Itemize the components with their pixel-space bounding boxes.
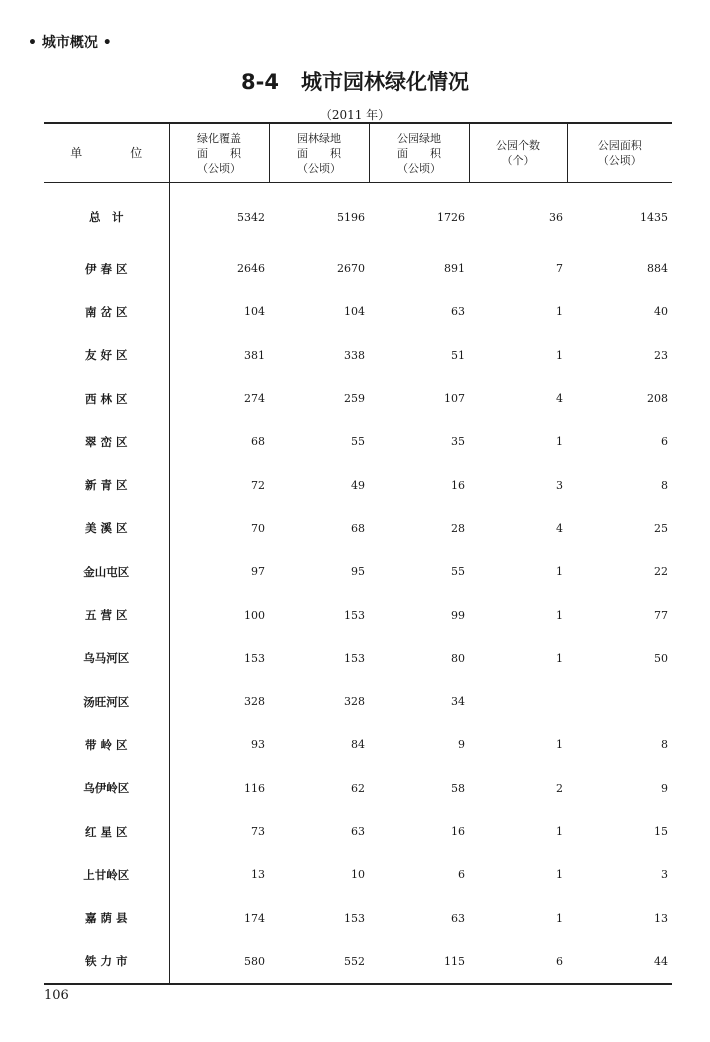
cell-value: 1	[556, 738, 563, 752]
cell-value: 84	[351, 738, 365, 752]
cell-value: 44	[654, 954, 668, 968]
cell-value: 16	[451, 478, 465, 492]
cell-value: 55	[351, 435, 365, 449]
table-year: （2011 年）	[319, 108, 391, 122]
cell-value: 115	[444, 954, 465, 968]
cell-value: 62	[351, 781, 365, 795]
cell-value: 55	[451, 565, 465, 579]
cell-value: 1	[556, 305, 563, 319]
cell-value: 1435	[640, 210, 668, 224]
cell-value: 15	[654, 825, 668, 838]
table-row	[44, 290, 672, 333]
cell-value: 8	[661, 738, 668, 752]
row-name: 嘉 荫 县	[44, 896, 169, 939]
cell-value: 63	[451, 911, 465, 925]
row-name: 带 岭 区	[44, 723, 169, 766]
cell-value: 63	[451, 305, 465, 319]
cell-value: 381	[244, 348, 265, 362]
cell-value: 9	[661, 781, 668, 795]
row-name: 汤旺河区	[44, 680, 169, 723]
cell-value: 34	[451, 695, 465, 709]
cell-value: 28	[451, 521, 465, 535]
table-row	[44, 550, 672, 593]
table-row	[44, 507, 672, 550]
section-tag: • 城市概况 •	[28, 35, 112, 51]
cell-value: 153	[344, 608, 365, 622]
cell-value: 1	[556, 868, 563, 882]
page-number: 106	[44, 988, 69, 1003]
cell-value: 5196	[337, 210, 365, 224]
cell-value: 25	[654, 521, 668, 535]
table-row	[44, 247, 672, 290]
table-header-row	[44, 123, 672, 183]
cell-value: 104	[244, 305, 265, 319]
cell-value: 77	[654, 608, 668, 622]
column-header-unit	[44, 123, 169, 183]
cell-value: 68	[351, 521, 365, 535]
cell-value: 93	[251, 738, 265, 752]
column-header-line: 公园个数	[496, 139, 540, 152]
row-name: 乌马河区	[44, 637, 169, 680]
table-row	[44, 896, 672, 939]
table-row	[44, 853, 672, 896]
cell-value: 35	[451, 435, 465, 449]
column-header-line: （公顷）	[297, 161, 341, 175]
cell-value: 36	[549, 210, 563, 224]
column-header-line: （公顷）	[597, 154, 642, 167]
cell-value: 72	[251, 478, 265, 492]
cell-value: 58	[451, 781, 465, 795]
cell-value: 1	[556, 825, 563, 838]
table-row	[44, 593, 672, 636]
cell-value: 4	[556, 521, 563, 535]
cell-value: 1	[556, 348, 563, 362]
column-header-4	[469, 123, 567, 183]
column-header-line: 绿化覆盖	[197, 131, 241, 145]
cell-value: 63	[351, 825, 365, 838]
cell-value: 104	[344, 305, 365, 319]
cell-value: 1	[556, 608, 563, 622]
cell-value: 5342	[237, 210, 265, 224]
cell-value: 100	[244, 608, 265, 622]
cell-value: 7	[556, 262, 563, 276]
column-header-line: 单 位	[70, 145, 161, 160]
table-row	[44, 420, 672, 463]
row-name: 金山屯区	[44, 550, 169, 593]
cell-value: 10	[351, 868, 365, 882]
column-header-line: 面 积	[197, 146, 241, 160]
cell-value: 153	[244, 651, 265, 665]
cell-value: 2646	[237, 262, 265, 276]
cell-value: 40	[654, 305, 668, 319]
row-name: 友 好 区	[44, 334, 169, 377]
cell-value: 2670	[337, 262, 365, 276]
cell-value: 153	[344, 911, 365, 925]
row-name: 红 星 区	[44, 810, 169, 853]
cell-value: 50	[654, 651, 668, 665]
row-name: 乌伊岭区	[44, 767, 169, 810]
column-header-line: （个）	[501, 154, 535, 167]
cell-value: 338	[344, 348, 365, 362]
table-row	[44, 810, 672, 853]
cell-value: 97	[251, 565, 265, 579]
cell-value: 1	[556, 651, 563, 665]
row-name: 新 青 区	[44, 463, 169, 506]
cell-value: 22	[654, 565, 668, 579]
row-name: 南 岔 区	[44, 290, 169, 333]
cell-value: 2	[556, 781, 563, 795]
cell-value: 1	[556, 565, 563, 579]
column-header-2	[269, 123, 369, 183]
cell-value: 13	[251, 868, 265, 882]
column-header-line: （公顷）	[397, 161, 441, 175]
row-name: 西 林 区	[44, 377, 169, 420]
cell-value: 73	[251, 825, 265, 838]
cell-value: 274	[244, 392, 265, 406]
cell-value: 208	[647, 392, 668, 406]
column-header-line: 园林绿地	[297, 131, 341, 145]
cell-value: 99	[451, 608, 465, 622]
cell-value: 13	[654, 911, 668, 925]
cell-value: 95	[351, 565, 365, 579]
cell-value: 6	[556, 954, 563, 968]
row-name: 铁 力 市	[44, 940, 169, 984]
cell-value	[567, 680, 672, 723]
cell-value: 4	[556, 392, 563, 406]
table-title	[0, 66, 710, 96]
table-row	[44, 463, 672, 506]
table-row	[44, 767, 672, 810]
cell-value: 116	[244, 781, 265, 795]
cell-value: 23	[654, 348, 668, 362]
green-space-table	[44, 122, 672, 985]
table-body	[44, 183, 672, 985]
table-row	[44, 334, 672, 377]
cell-value: 3	[556, 478, 563, 492]
column-header-3	[369, 123, 469, 183]
table-row	[44, 940, 672, 984]
row-name: 五 营 区	[44, 593, 169, 636]
table-number: 8-4	[241, 70, 279, 94]
cell-value: 8	[661, 478, 668, 492]
row-name: 伊 春 区	[44, 247, 169, 290]
cell-value: 80	[451, 651, 465, 665]
column-header-line: 公园面积	[597, 139, 642, 152]
cell-value: 9	[458, 738, 465, 752]
cell-value: 153	[344, 651, 365, 665]
cell-value: 6	[661, 435, 668, 449]
table-row	[44, 183, 672, 248]
cell-value: 1	[556, 911, 563, 925]
table-row	[44, 377, 672, 420]
column-header-line: 面 积	[297, 146, 341, 160]
cell-value: 1726	[437, 210, 465, 224]
cell-value: 49	[351, 478, 365, 492]
table-row	[44, 680, 672, 723]
cell-value: 107	[444, 392, 465, 406]
table-row	[44, 723, 672, 766]
cell-value: 328	[244, 695, 265, 709]
column-header-line: 公园绿地	[397, 131, 441, 145]
row-name: 美 溪 区	[44, 507, 169, 550]
row-name: 上甘岭区	[44, 853, 169, 896]
column-header-line: 面 积	[397, 146, 441, 160]
cell-value: 16	[451, 825, 465, 838]
cell-value: 6	[458, 868, 465, 882]
row-name: 总 计	[44, 183, 169, 248]
table-row	[44, 637, 672, 680]
cell-value: 884	[647, 262, 668, 276]
cell-value: 70	[251, 521, 265, 535]
cell-value: 68	[251, 435, 265, 449]
cell-value: 552	[344, 954, 365, 968]
column-header-5	[567, 123, 672, 183]
cell-value: 328	[344, 695, 365, 709]
cell-value: 580	[244, 954, 265, 968]
column-header-1	[169, 123, 269, 183]
cell-value: 51	[451, 348, 465, 362]
column-header-line: （公顷）	[197, 161, 241, 175]
cell-value: 1	[556, 435, 563, 449]
cell-value: 259	[344, 392, 365, 406]
cell-value	[469, 680, 567, 723]
cell-value: 3	[661, 868, 668, 882]
cell-value: 891	[444, 262, 465, 276]
row-name: 翠 峦 区	[44, 420, 169, 463]
table-title-text: 城市园林绿化情况	[300, 70, 469, 94]
cell-value: 174	[244, 911, 265, 925]
